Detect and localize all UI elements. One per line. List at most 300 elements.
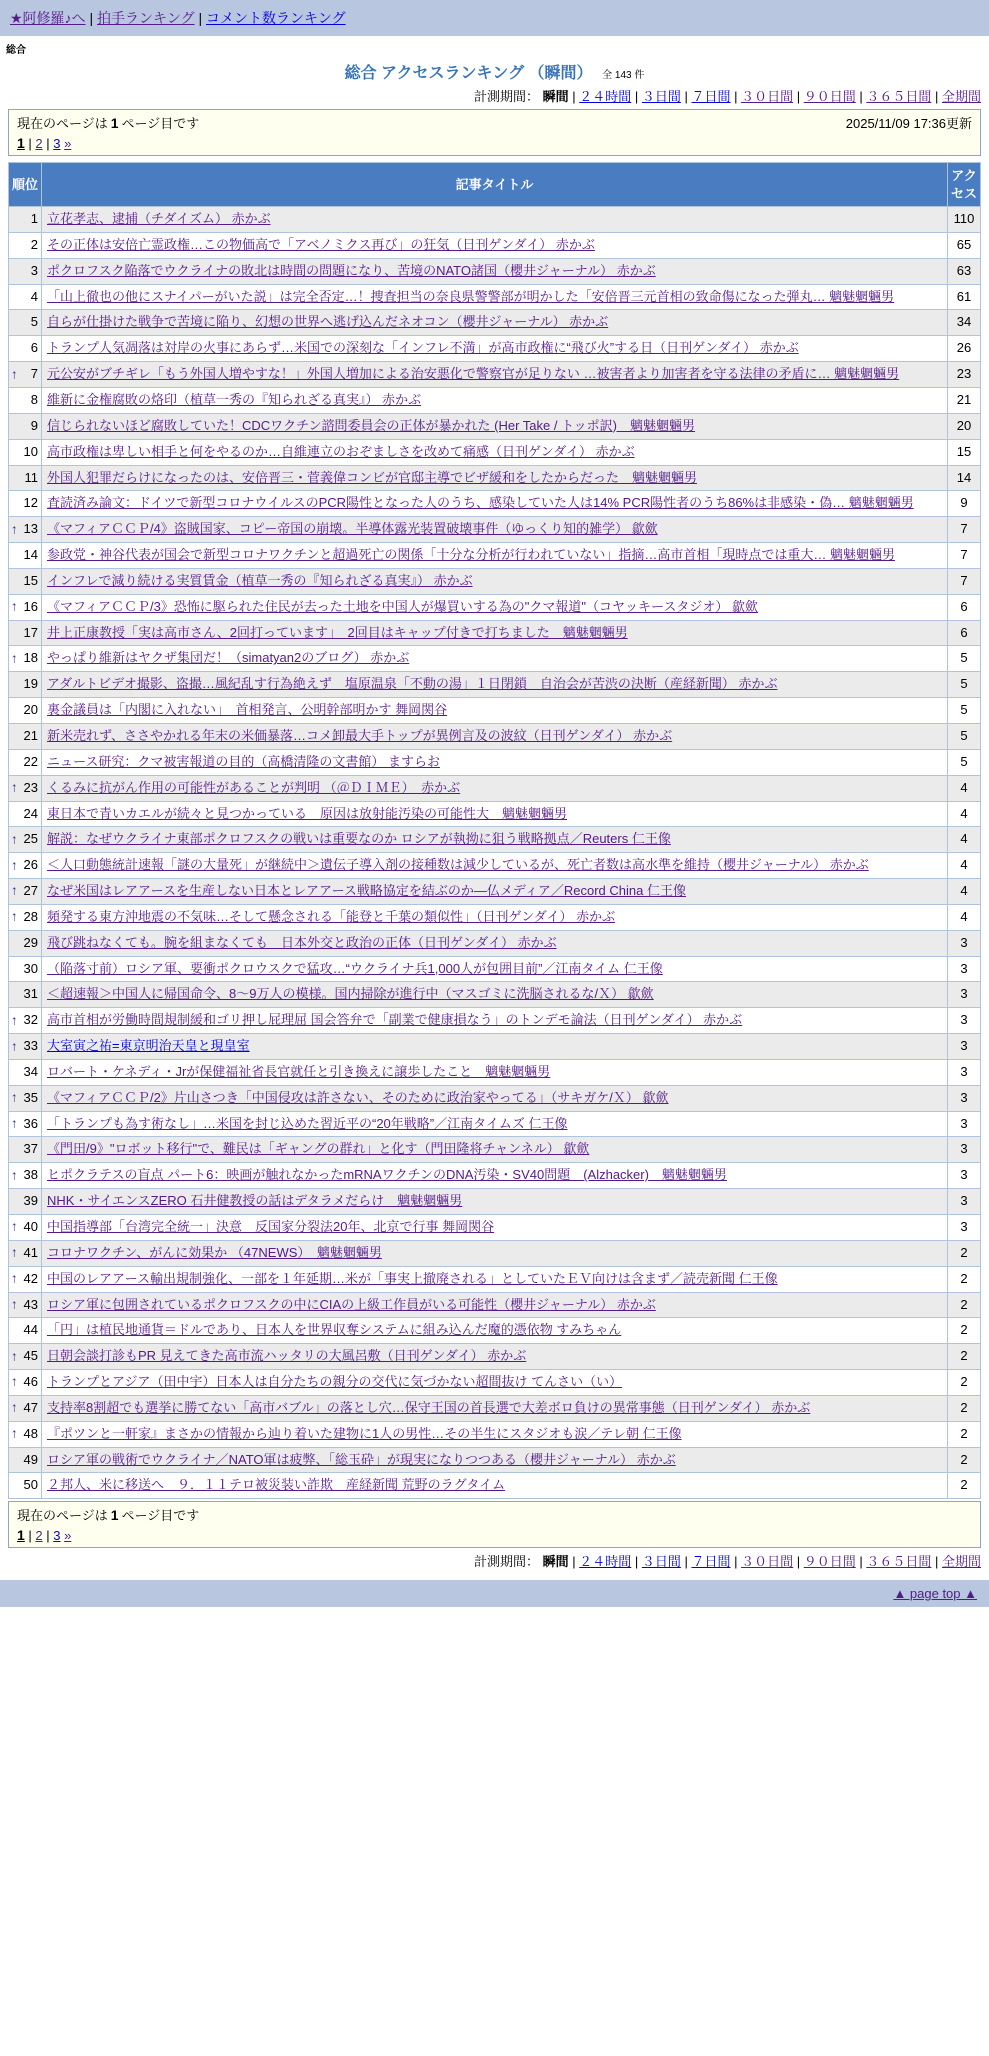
title-cell: [42, 1318, 948, 1344]
rank-cell: [9, 827, 42, 853]
table-row: [9, 1395, 981, 1421]
rank-cell: [9, 982, 42, 1008]
table-row: [9, 413, 981, 439]
article-link[interactable]: ポクロフスク陥落でウクライナの敗北は時間の問題になり、苦境のNATO諸国（櫻井ジャーナル） 赤かぶ: [47, 262, 656, 278]
article-link[interactable]: その正体は安倍亡霊政権…この物価高で「アベノミクス再び」の狂気（日刊ゲンダイ） 赤かぶ: [47, 236, 595, 252]
up-arrow-icon: ↑: [11, 1244, 18, 1260]
title-cell: [42, 1266, 948, 1292]
up-arrow-icon: ↑: [11, 908, 18, 924]
rank-number: 1: [30, 211, 38, 227]
title-cell: [42, 1344, 948, 1370]
access-count: 15: [948, 439, 981, 465]
access-count: 61: [948, 284, 981, 310]
next-page-link[interactable]: »: [64, 136, 72, 151]
article-link[interactable]: くるみに抗がん作用の可能性があることが判明 （＠ＤＩＭＥ） 赤かぶ: [47, 779, 461, 795]
title-cell: [42, 284, 948, 310]
article-link[interactable]: ロバート・ケネディ・Jrが保健福祉省長官就任と引き換えに譲歩したこと 魑魅魍魎男: [47, 1063, 551, 1079]
rank-number: 35: [23, 1089, 38, 1105]
page-status-text: [17, 113, 199, 132]
period-link[interactable]: ３日間: [641, 1554, 681, 1570]
rank-cell: [9, 1059, 42, 1085]
up-arrow-icon: ↑: [11, 857, 18, 873]
rank-cell: [9, 1240, 42, 1266]
access-count: 5: [948, 698, 981, 724]
rank-number: 4: [30, 288, 38, 304]
article-link[interactable]: 中国指導部「台湾完全統一」決意 反国家分裂法20年、北京で行事 舞岡関谷: [47, 1219, 495, 1234]
rank-cell: [9, 1421, 42, 1447]
title-cell: [42, 1034, 948, 1060]
rank-cell: [9, 723, 42, 749]
access-count: 7: [948, 517, 981, 543]
table-row: [9, 1163, 981, 1189]
total-count: 全 143 件: [602, 70, 645, 81]
table-row: [9, 1473, 981, 1499]
table-row: [9, 801, 981, 827]
access-count: 2: [948, 1344, 981, 1370]
title-cell: [42, 594, 948, 620]
article-link[interactable]: 参政党・神谷代表が国会で新型コロナワクチンと超過死亡の関係「十分な分析が行われていない」指摘…高市首相「現時点では重大… 魑魅魍魎男: [47, 547, 895, 563]
article-link[interactable]: トランプ人気凋落は対岸の火事にあらず…米国での深刻な「インフレ不満」が高市政権に“飛び火”する日（日刊ゲンダイ） 赤かぶ: [47, 340, 799, 356]
title-cell: [42, 672, 948, 698]
rank-number: 3: [30, 262, 38, 278]
access-count: 21: [948, 388, 981, 414]
period-link[interactable]: ９０日間: [803, 1554, 856, 1570]
title-cell: [42, 517, 948, 543]
access-count: 2: [948, 1266, 981, 1292]
access-count: 2: [948, 1395, 981, 1421]
up-arrow-icon: ↑: [11, 650, 18, 666]
table-row: [9, 207, 981, 233]
article-link[interactable]: 「円」は植民地通貨＝ドルであり、日本人を世界収奪システムに組み込んだ魔的憑依物 すみちゃん: [47, 1322, 622, 1338]
table-row: [9, 749, 981, 775]
rank-number: 2: [30, 236, 38, 252]
title-cell: [42, 930, 948, 956]
article-link[interactable]: 高市首相が労働時間規制緩和ゴリ押し屁理屈 国会答弁で「副業で健康損なう」のトンデモ論法（日刊ゲンダイ） 赤かぶ: [47, 1012, 743, 1028]
rank-number: 30: [23, 960, 38, 976]
rank-number: 24: [23, 805, 38, 821]
page-status-text: [17, 1505, 199, 1524]
rank-cell: [9, 1292, 42, 1318]
title-cell: [42, 956, 948, 982]
table-row: [9, 1137, 981, 1163]
table-row: [9, 594, 981, 620]
article-link[interactable]: 維新に金権腐敗の烙印（植草一秀の『知られざる真実』） 赤かぶ: [47, 392, 422, 407]
up-arrow-icon: ↑: [11, 521, 18, 537]
title-cell: [42, 1447, 948, 1473]
up-arrow-icon: ↑: [11, 831, 18, 847]
up-arrow-icon: ↑: [11, 779, 18, 795]
pagination-bottom: 1 | 2 | 3 »: [17, 1527, 72, 1544]
access-count: 5: [948, 723, 981, 749]
section-label: 総合: [6, 45, 26, 56]
article-link[interactable]: ２邦人、米に移送へ ９．１１テロ被災装い詐欺 産経新聞 荒野のラグタイム: [47, 1477, 506, 1493]
period-link[interactable]: ２４時間: [579, 1554, 632, 1570]
access-count: 110: [948, 207, 981, 233]
access-count: 3: [948, 1008, 981, 1034]
article-link[interactable]: 『ポツンと一軒家』まさかの情報から辿り着いた建物に1人の男性…その半生にスタジオも涙／テレ朝 仁王像: [47, 1425, 682, 1441]
rank-cell: [9, 698, 42, 724]
page-link-current[interactable]: 1: [17, 1527, 25, 1544]
rank-number: 34: [23, 1063, 38, 1079]
topbar: [0, 0, 989, 36]
rank-cell: [9, 439, 42, 465]
table-row: [9, 336, 981, 362]
title-cell: [42, 620, 948, 646]
access-count: 4: [948, 827, 981, 853]
rank-number: 21: [23, 727, 38, 743]
current-page-number: 1: [110, 115, 119, 131]
title-cell: [42, 232, 948, 258]
table-row: [9, 698, 981, 724]
access-count: 3: [948, 1059, 981, 1085]
table-row: [9, 827, 981, 853]
table-row: [9, 982, 981, 1008]
access-count: 3: [948, 1085, 981, 1111]
title-cell: [42, 827, 948, 853]
title-cell: [42, 801, 948, 827]
title-cell: [42, 439, 948, 465]
up-arrow-icon: ↑: [11, 1296, 18, 1312]
period-link[interactable]: ７日間: [691, 89, 731, 104]
period-link[interactable]: ３６５日間: [866, 89, 932, 104]
access-count: 3: [948, 1215, 981, 1241]
period-link[interactable]: ３６５日間: [866, 1554, 932, 1570]
rank-number: 17: [23, 624, 38, 640]
title-cell: [42, 1085, 948, 1111]
article-link[interactable]: 大室寅之祐=東京明治天皇と現皇室: [47, 1038, 250, 1054]
page-status-box-bottom: [8, 1501, 981, 1548]
access-count: 3: [948, 1189, 981, 1215]
title-cell: [42, 1137, 948, 1163]
article-link[interactable]: ＜人口動態統計速報「謎の大量死」が継続中＞遺伝子導入剤の接種数は減少しているが、死亡者数は高水準を維持（櫻井ジャーナル） 赤かぶ: [47, 857, 869, 873]
rank-cell: [9, 594, 42, 620]
table-row: [9, 956, 981, 982]
article-link[interactable]: 日朝会談打診もPR 見えてきた高市流ハッタリの大風呂敷（日刊ゲンダイ） 赤かぶ: [47, 1348, 527, 1364]
topbar-link[interactable]: ★阿修羅♪へ: [10, 10, 86, 26]
title-cell: [42, 1421, 948, 1447]
rank-number: 22: [23, 753, 38, 769]
title-cell: [42, 465, 948, 491]
table-row: [9, 1240, 981, 1266]
access-count: 63: [948, 258, 981, 284]
title-cell: [42, 879, 948, 905]
topbar-link[interactable]: コメント数ランキング: [206, 10, 346, 26]
table-row: [9, 1421, 981, 1447]
rank-number: 48: [23, 1425, 38, 1441]
access-count: 7: [948, 543, 981, 569]
article-link[interactable]: ＜超速報＞中国人に帰国命令、8～9万人の模様。国内掃除が進行中（マスゴミに洗脳されるな/Ｘ） 歙歛: [47, 986, 654, 1002]
article-link[interactable]: 飛び跳ねなくても。腕を組まなくても 日本外交と政治の正体（日刊ゲンダイ） 赤かぶ: [47, 934, 557, 950]
ranking-table: [8, 162, 981, 1499]
rank-cell: [9, 232, 42, 258]
article-link[interactable]: ロシア軍に包囲されているポクロフスクの中にCIAの上級工作員がいる可能性（櫻井ジャーナル） 赤かぶ: [47, 1296, 656, 1312]
table-row: [9, 904, 981, 930]
page-link[interactable]: 3: [53, 136, 61, 151]
table-row: [9, 1215, 981, 1241]
article-link[interactable]: 井上正康教授「実は高市さん、2回打っています」 2回目はキャップ付きで打ちました 魑魅魍魎男: [47, 624, 628, 640]
up-arrow-icon: ↑: [11, 1270, 18, 1286]
page-top-link[interactable]: ▲ page top ▲: [893, 1586, 977, 1602]
rank-cell: [9, 362, 42, 388]
access-count: 3: [948, 1111, 981, 1137]
bottombar: [0, 1580, 989, 1607]
rank-number: 10: [23, 443, 38, 459]
rank-number: 5: [30, 314, 38, 330]
period-link[interactable]: ３日間: [641, 89, 681, 104]
period-current: 瞬間: [542, 89, 569, 104]
period-link[interactable]: ２４時間: [579, 89, 632, 104]
article-link[interactable]: 《マフィアＣＣＰ/2》片山さつき「中国侵攻は許さない、そのために政治家やってる」（サキガケ/Ｘ） 歙歛: [47, 1089, 669, 1105]
page-link[interactable]: 2: [35, 136, 43, 151]
article-link[interactable]: 支持率8割超でも選挙に勝てない「高市バブル」の落とし穴…保守王国の首長選で大差ボロ負けの異常事態（日刊ゲンダイ） 赤かぶ: [47, 1399, 811, 1415]
up-arrow-icon: ↑: [11, 1425, 18, 1441]
period-link[interactable]: ７日間: [691, 1554, 731, 1570]
access-count: 2: [948, 1370, 981, 1396]
table-row: [9, 465, 981, 491]
access-count: 4: [948, 879, 981, 905]
title-cell: [42, 853, 948, 879]
article-link[interactable]: ロシア軍の戦術でウクライナ／NATO軍は疲弊、「総玉砕」が現実になりつつある（櫻井ジャーナル） 赤かぶ: [47, 1451, 676, 1467]
article-link[interactable]: 《マフィアＣＣＰ/3》恐怖に駆られた住民が去った土地を中国人が爆買いする為の"クマ報道"（コヤッキースタジオ） 歙歛: [47, 598, 758, 614]
rank-cell: [9, 388, 42, 414]
table-row: [9, 1111, 981, 1137]
article-link[interactable]: コロナワクチン、がんに効果か （47NEWS） 魑魅魍魎男: [47, 1244, 382, 1260]
rank-cell: [9, 775, 42, 801]
article-link[interactable]: 立花孝志、逮捕（チダイズム） 赤かぶ: [47, 211, 271, 227]
rank-number: 25: [23, 831, 38, 847]
rank-number: 26: [23, 857, 38, 873]
current-page-number: 1: [110, 1507, 119, 1524]
rank-number: 50: [23, 1477, 38, 1493]
page-status-suffix: ページ目です: [121, 1508, 200, 1524]
article-link[interactable]: 自らが仕掛けた戦争で苦境に陥り、幻想の世界へ逃げ込んだネオコン（櫻井ジャーナル） 赤かぶ: [47, 314, 609, 330]
table-row: [9, 1266, 981, 1292]
access-count: 5: [948, 749, 981, 775]
title-line: [0, 60, 989, 83]
period-link[interactable]: 全期間: [941, 1554, 981, 1570]
table-row: [9, 1034, 981, 1060]
rank-number: 39: [23, 1193, 38, 1209]
page-link[interactable]: 2: [35, 1528, 43, 1544]
rank-number: 44: [23, 1322, 38, 1338]
rank-cell: [9, 310, 42, 336]
article-link[interactable]: なぜ米国はレアアースを生産しない日本とレアアース戦略協定を結ぶのか―仏メディア／Record China 仁王像: [47, 883, 686, 899]
table-row: [9, 517, 981, 543]
article-link[interactable]: 高市政権は卑しい相手と何をやるのか…自維連立のおぞましさを改めて痛感（日刊ゲンダイ） 赤かぶ: [47, 443, 635, 459]
topbar-link[interactable]: 拍手ランキング: [96, 10, 195, 26]
table-row: [9, 232, 981, 258]
access-count: 34: [948, 310, 981, 336]
title-cell: [42, 1473, 948, 1499]
article-link[interactable]: 元公安がブチギレ「もう外国人増やすな！」外国人増加による治安悪化で警察官が足りない …被害者より加害者を守る法律の矛盾に… 魑魅魍魎男: [47, 366, 900, 382]
next-page-link[interactable]: »: [64, 1528, 72, 1544]
title-cell: [42, 904, 948, 930]
rank-cell: [9, 956, 42, 982]
access-count: 2: [948, 1421, 981, 1447]
table-row: [9, 1189, 981, 1215]
access-count: 26: [948, 336, 981, 362]
table-row: [9, 1447, 981, 1473]
rank-cell: [9, 491, 42, 517]
article-link[interactable]: 「山上徹也の他にスナイパーがいた説」は完全否定…！捜査担当の奈良県警警部が明かした「安倍晋三元首相の致命傷になった弾丸… 魑魅魍魎男: [47, 288, 895, 304]
article-link[interactable]: 査読済み論文：ドイツで新型コロナウイルスのPCR陽性となった人のうち、感染していた人は14% PCR陽性者のうち86%は非感染・偽… 魑魅魍魎男: [47, 495, 914, 511]
table-row: [9, 1370, 981, 1396]
article-link[interactable]: NHK・サイエンスZERO 石井健教授の話はデタラメだらけ 魑魅魍魎男: [47, 1193, 463, 1209]
title-cell: [42, 749, 948, 775]
title-cell: [42, 543, 948, 569]
access-count: 3: [948, 1137, 981, 1163]
access-count: 65: [948, 232, 981, 258]
access-count: 23: [948, 362, 981, 388]
rank-number: 12: [23, 495, 38, 511]
title-cell: [42, 310, 948, 336]
title-cell: [42, 1370, 948, 1396]
rank-number: 32: [23, 1012, 38, 1028]
rank-number: 42: [23, 1270, 38, 1286]
rank-number: 40: [23, 1219, 38, 1234]
article-link[interactable]: トランプとアジア（田中宇）日本人は自分たちの親分の交代に気づかない超間抜け てんさい（い）: [47, 1374, 623, 1390]
title-cell: [42, 723, 948, 749]
table-row: [9, 646, 981, 672]
article-link[interactable]: （陥落寸前）ロシア軍、要衝ポクロウスクで猛攻…“ウクライナ兵1,000人が包囲目前”／江南タイム 仁王像: [47, 960, 663, 976]
access-count: 3: [948, 982, 981, 1008]
period-links-bottom: 計測期間： 瞬間 | ２４時間 | ３日間 | ７日間 | ３０日間 | ９０日間 | ３６５日間 | 全期間: [473, 1554, 981, 1570]
access-count: 2: [948, 1447, 981, 1473]
pagination-top: 1 | 2 | 3 »: [17, 135, 72, 151]
title-cell: [42, 413, 948, 439]
period-link[interactable]: ３０日間: [741, 1554, 794, 1570]
title-cell: [42, 568, 948, 594]
title-cell: [42, 1163, 948, 1189]
rank-cell: [9, 1163, 42, 1189]
rank-cell: [9, 1215, 42, 1241]
rank-number: 13: [23, 521, 38, 537]
access-count: 4: [948, 853, 981, 879]
rank-number: 43: [23, 1296, 38, 1312]
page-link[interactable]: 3: [53, 1528, 61, 1544]
rank-cell: [9, 646, 42, 672]
up-arrow-icon: ↑: [11, 1115, 18, 1131]
rank-number: 28: [23, 908, 38, 924]
rank-cell: [9, 1085, 42, 1111]
rank-cell: [9, 465, 42, 491]
updated-timestamp: 2025/11/09 17:36更新: [845, 116, 972, 131]
article-link[interactable]: 解説：なぜウクライナ東部ポクロフスクの戦いは重要なのか ロシアが執拗に狙う戦略拠点／Reuters 仁王像: [47, 831, 671, 847]
rank-number: 29: [23, 934, 38, 950]
title-cell: [42, 336, 948, 362]
rank-number: 23: [23, 779, 38, 795]
access-count: 2: [948, 1292, 981, 1318]
up-arrow-icon: ↑: [11, 1348, 18, 1364]
up-arrow-icon: ↑: [11, 598, 18, 614]
rank-cell: [9, 1473, 42, 1499]
page-status-suffix: ページ目です: [121, 116, 200, 131]
rank-number: 7: [30, 366, 38, 382]
rank-cell: [9, 672, 42, 698]
rank-cell: [9, 749, 42, 775]
access-count: 2: [948, 1473, 981, 1499]
access-count: 4: [948, 904, 981, 930]
table-header-row: [9, 163, 981, 207]
article-link[interactable]: ヒポクラテスの盲点 パート6：映画が触れなかったmRNAワクチンのDNA汚染・SV40問題 (Alzhacker) 魑魅魍魎男: [47, 1167, 727, 1183]
article-link[interactable]: 「トランプも為す術なし」…米国を封じ込めた習近平の“20年戦略”／江南タイムズ 仁王像: [47, 1115, 568, 1131]
page-status-prefix: 現在のページは: [17, 1508, 108, 1524]
title-cell: [42, 1240, 948, 1266]
rank-number: 16: [23, 598, 38, 614]
article-link[interactable]: 東日本で青いカエルが続々と見つかっている 原因は放射能汚染の可能性大 魑魅魍魎男: [47, 805, 568, 821]
table-row: [9, 620, 981, 646]
access-count: 5: [948, 646, 981, 672]
table-row: [9, 853, 981, 879]
rank-cell: [9, 1137, 42, 1163]
access-count: 2: [948, 1240, 981, 1266]
period-link[interactable]: ３０日間: [741, 89, 794, 104]
access-count: 4: [948, 801, 981, 827]
table-row: [9, 672, 981, 698]
title-cell: [42, 1111, 948, 1137]
rank-cell: [9, 620, 42, 646]
page-status-box-top: [8, 109, 981, 156]
access-count: 3: [948, 930, 981, 956]
article-link[interactable]: 新米売れず、ささやかれる年末の米価暴落…コメ卸最大手トップが異例言及の波紋（日刊ゲンダイ） 赤かぶ: [47, 727, 673, 743]
article-link[interactable]: やっぱり維新はヤクザ集団だ！（simatyan2のブログ） 赤かぶ: [47, 650, 410, 666]
table-row: [9, 1008, 981, 1034]
title-cell: [42, 1008, 948, 1034]
rank-number: 11: [24, 469, 38, 485]
table-row: [9, 568, 981, 594]
rank-number: 46: [23, 1374, 38, 1390]
title-cell: [42, 982, 948, 1008]
table-row: [9, 439, 981, 465]
article-link[interactable]: 頻発する東方沖地震の不気味…そして懸念される「能登と千葉の類似性」（日刊ゲンダイ） 赤かぶ: [47, 908, 616, 924]
rank-number: 6: [30, 340, 38, 356]
access-count: 6: [948, 620, 981, 646]
up-arrow-icon: ↑: [11, 883, 18, 899]
rank-cell: [9, 1034, 42, 1060]
article-link[interactable]: 裏金議員は「内閣に入れない」 首相発言、公明幹部明かす 舞岡関谷: [47, 702, 448, 718]
up-arrow-icon: ↑: [11, 1012, 18, 1028]
period-link[interactable]: 全期間: [941, 89, 981, 104]
access-count: 3: [948, 1163, 981, 1189]
table-row: [9, 284, 981, 310]
article-link[interactable]: 《マフィアＣＣＰ/4》盗賊国家、コピー帝国の崩壊。半導体露光装置破壊事件（ゆっくり知的雑学） 歙歛: [47, 521, 658, 537]
up-arrow-icon: ↑: [11, 1374, 18, 1390]
article-link[interactable]: 《門田/9》"ロボット移行"で、難民は「ギャングの群れ」と化す（門田隆将チャンネル） 歙歛: [47, 1141, 590, 1157]
up-arrow-icon: ↑: [11, 1089, 18, 1105]
rank-number: 9: [30, 417, 38, 433]
access-count: 20: [948, 413, 981, 439]
title-cell: [42, 362, 948, 388]
rank-cell: [9, 1266, 42, 1292]
rank-number: 20: [23, 702, 38, 718]
article-link[interactable]: 外国人犯罪だらけになったのは、安倍晋三・菅義偉コンビが官邸主導でビザ緩和をしたからだった 魑魅魍魎男: [47, 469, 698, 485]
rank-number: 36: [23, 1115, 38, 1131]
article-link[interactable]: ニュース研究：クマ被害報道の目的（高橋清隆の文書館） ますらお: [47, 753, 440, 769]
article-link[interactable]: アダルトビデオ撮影、盗撮…風紀乱す行為絶えず 塩原温泉「不動の湯」１日閉鎖 自治会が苦渋の決断（産経新聞） 赤かぶ: [47, 676, 778, 692]
access-count: 3: [948, 1034, 981, 1060]
period-links-top: 計測期間： 瞬間 | ２４時間 | ３日間 | ７日間 | ３０日間 | ９０日間 | ３６５日間 | 全期間: [473, 89, 981, 104]
page-link-current[interactable]: 1: [17, 135, 25, 151]
access-count: 3: [948, 956, 981, 982]
period-link[interactable]: ９０日間: [803, 89, 856, 104]
table-row: [9, 879, 981, 905]
article-link[interactable]: 中国のレアアース輸出規制強化、一部を１年延期…米が「事実上撤廃される」としていたＥＶ向けは含まず／読売新聞 仁王像: [47, 1270, 778, 1286]
article-link[interactable]: 信じられないほど腐敗していた！CDCワクチン諮問委員会の正体が暴かれた (Her Take / トッポ訳) 魑魅魍魎男: [47, 417, 696, 433]
separator: |: [194, 10, 206, 26]
table-row: [9, 362, 981, 388]
rank-cell: [9, 1447, 42, 1473]
article-link[interactable]: インフレで減り続ける実質賃金（植草一秀の『知られざる真実』） 赤かぶ: [47, 572, 473, 588]
